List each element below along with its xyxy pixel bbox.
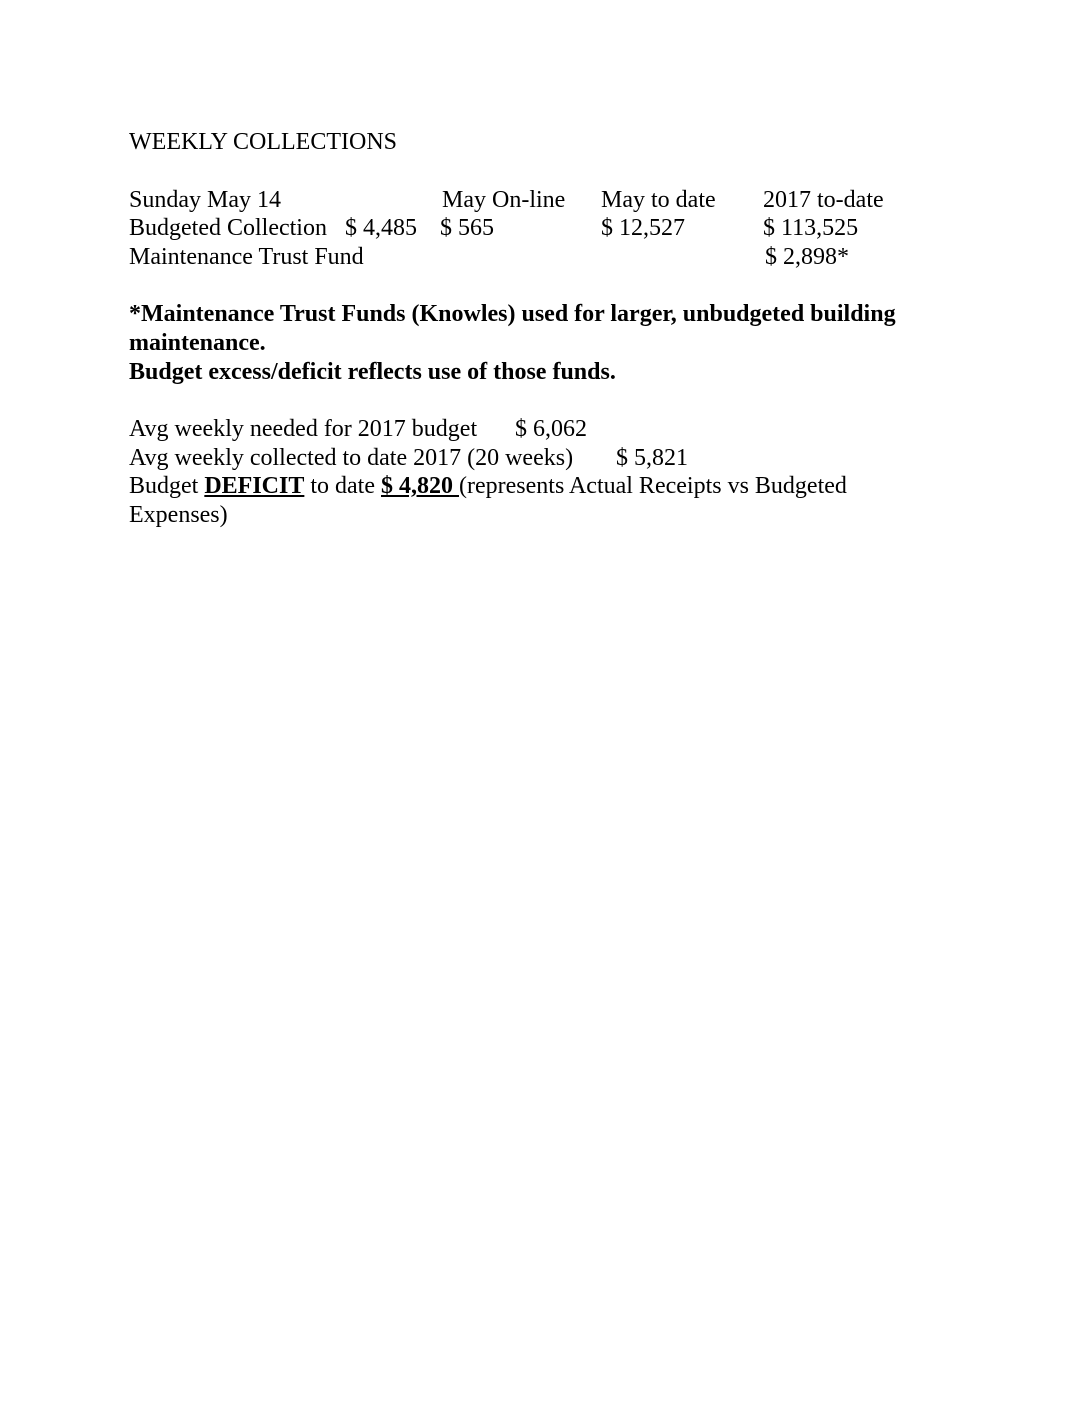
avg-collected-value: $ 5,821 [616,445,688,471]
table-cell-sunday: $ 4,485 [345,215,417,241]
table-row-label: Budgeted Collection [129,215,327,241]
table-header-year: 2017 to-date [763,187,884,213]
table-cell-month: $ 12,527 [601,215,685,241]
deficit-suffix: (represents Actual Receipts vs Budgeted Expenses) [129,473,847,528]
deficit-prefix: Budget [129,473,205,499]
deficit-word: DEFICIT [204,473,305,499]
avg-needed-value: $ 6,062 [515,416,587,442]
table-header-online: May On-line [442,187,566,213]
deficit-statement [129,472,949,529]
budget-note: Budget excess/deficit reflects use of those funds. [129,359,616,385]
maintenance-note: *Maintenance Trust Funds (Knowles) used for larger, unbudgeted building maintenance. [129,301,896,356]
table-cell-online: $ 565 [440,215,494,241]
deficit-mid: to date [304,473,381,499]
page-heading: WEEKLY COLLECTIONS [129,129,397,155]
table-cell-year: $ 2,898* [765,244,849,270]
table-header-month: May to date [601,187,716,213]
table-cell-year: $ 113,525 [763,215,859,241]
avg-collected-label: Avg weekly collected to date 2017 (20 weeks) [129,445,574,471]
avg-needed-label: Avg weekly needed for 2017 budget [129,416,478,442]
table-row-label: Maintenance Trust Fund [129,244,364,270]
deficit-value: $ 4,820 [381,473,459,499]
table-header-date: Sunday May 14 [129,187,281,213]
